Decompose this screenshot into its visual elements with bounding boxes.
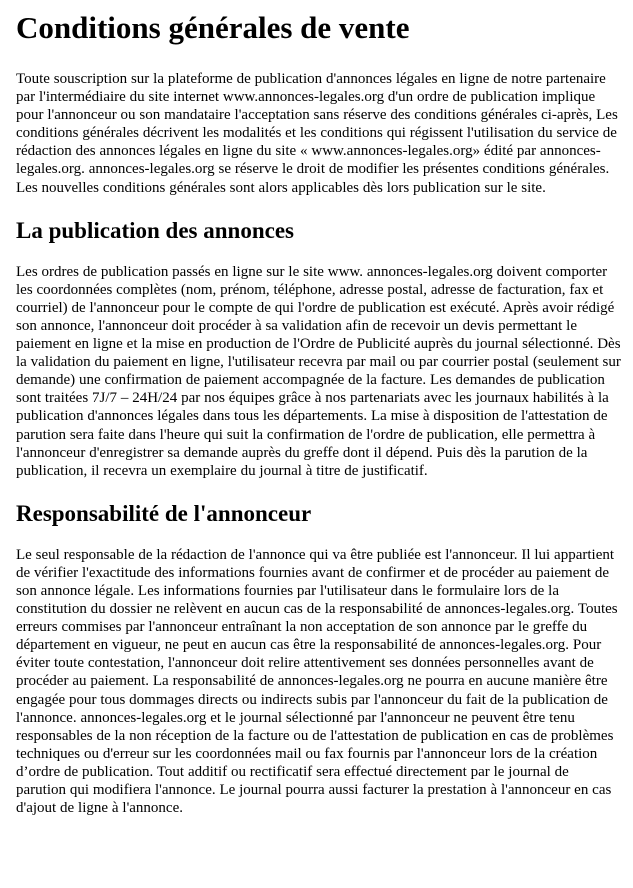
section-responsabilite: [16, 500, 621, 817]
section-body-publication: Les ordres de publication passés en ligne sur le site www. annonces-legales.org doivent comporter les coordonnées complètes (nom, prénom, téléphone, adresse postal, adresse de facturation, fax et courriel) de l'annonceur pour le compte de qui l'ordre de publication est exécuté. Après avoir rédigé son annonce, l'annonceur doit procéder à sa validation afin de recevoir un devis permettant le paiement en ligne et la mise en production de l'Ordre de Publicité auprès du journal sélectionné. Dès la validation du paiement en ligne, l'utilisateur recevra par mail ou par courrier postal (seulement sur demande) une confirmation de paiement accompagnée de la facture. Les demandes de publication sont traitées 7J/7 – 24H/24 par nos équipes grâce à nos partenariats avec les journaux habilités à la publication d'annonces légales dans tous les départements. La mise à disposition de l'attestation de parution sera faite dans l'heure qui suit la confirmation de l'ordre de publication, elle permettra à l'annonceur d'enregistrer sa demande auprès du greffe dont il dépend. Puis dès la parution de la publication, il recevra un exemplaire du journal à titre de justificatif.: [16, 263, 621, 479]
section-heading-publication: La publication des annonces: [16, 217, 294, 243]
section-body-responsabilite: Le seul responsable de la rédaction de l'annonce qui va être publiée est l'annonceur. Il lui appartient de vérifier l'exactitude des informations fournies avant de confirmer et de procéder au paiement de son annonce légale. Les informations fournies par l'utilisateur dans le formulaire lors de la constitution du dossier ne relèvent en aucun cas de la responsabilité de annonces-legales.org. Toutes erreurs commises par l'annonceur entraînant la non acceptation de son annonce par le greffe du département en vigueur, ne peut en aucun cas être la responsabilité de annonces-legales.org. Pour éviter toute contestation, l'annonceur doit relire attentivement ses données personnelles avant de procéder au paiement. La responsabilité de annonces-legales.org ne pourra en aucune manière être engagée pour tous dommages directs ou indirects subis par l'annonceur du fait de la publication de l'annonce. annonces-legales.org et le journal sélectionné par l'annonceur ne peuvent être tenu responsables de la non réception de la facture ou de l'attestation de publication en cas de problèmes techniques ou d'erreur sur les coordonnées mail ou fax fournis par l'annonceur lors de la création d’ordre de publication. Tout additif ou rectificatif sera effectué directement par le journal de parution qui modifiera l'annonce. Le journal pourra aussi facturer la prestation à l'annonceur en cas d'ajout de ligne à l'annonce.: [16, 546, 618, 817]
section-heading-responsabilite: Responsabilité de l'annonceur: [16, 500, 312, 526]
intro-paragraph: Toute souscription sur la plateforme de publication d'annonces légales en ligne de notre partenaire par l'intermédiaire du site internet www.annonces-legales.org d'un ordre de publication implique pour l'annonceur ou son mandataire l'acceptation sans réserve des conditions générales ci-après, Les conditions générales décrivent les modalités et les conditions qui régissent l'utilisation du service de rédaction des annonces légales en ligne du site « www.annonces-legales.org» édité par annonces-legales.org. annonces-legales.org se réserve le droit de modifier les présentes conditions générales. Les nouvelles conditions générales sont alors applicables dès lors publication sur le site.: [16, 71, 618, 196]
page-title: Conditions générales de vente: [16, 10, 410, 45]
section-publication: [16, 217, 621, 480]
